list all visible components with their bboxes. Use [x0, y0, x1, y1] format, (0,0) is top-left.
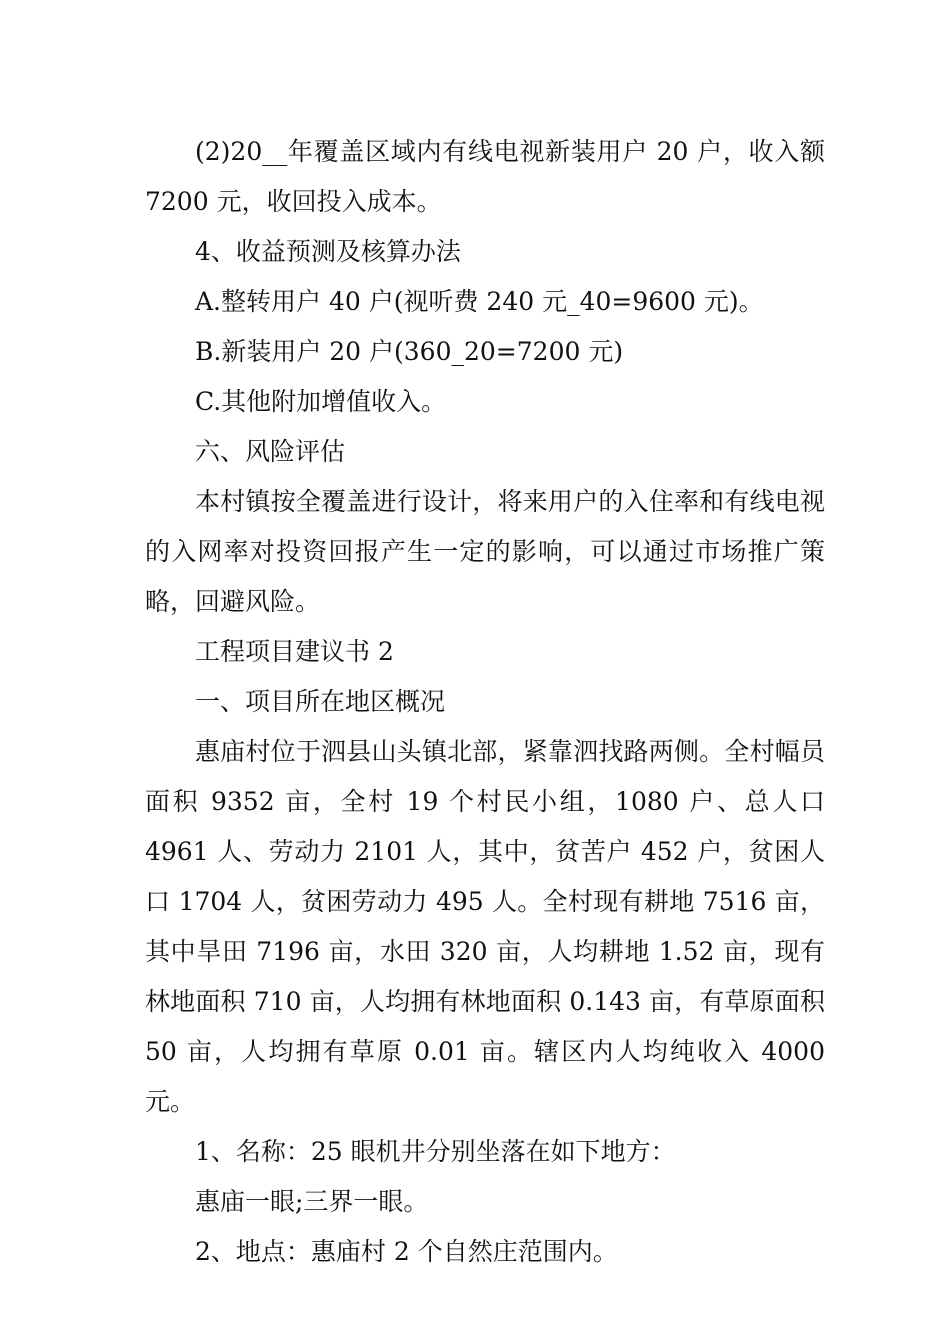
paragraph-cable-new-users: (2)20__年覆盖区域内有线电视新装用户 20 户，收入额 7200 元，收回投入成本。 [145, 137, 825, 216]
item-site: 2、地点：惠庙村 2 个自然庄范围内。 [195, 1237, 618, 1266]
item-locations: 惠庙一眼;三界一眼。 [195, 1187, 429, 1216]
paragraph-risk: 本村镇按全覆盖进行设计，将来用户的入住率和有线电视的入网率对投资回报产生一定的影响，可以通过市场推广策略，回避风险。 [145, 487, 825, 616]
list-item-b: B.新装用户 20 户(360_20=7200 元) [195, 337, 624, 366]
heading-revenue-forecast: 4、收益预测及核算办法 [195, 237, 461, 266]
heading-proposal-2: 工程项目建议书 2 [195, 637, 394, 666]
list-item-a: A.整转用户 40 户(视听费 240 元_40=9600 元)。 [195, 287, 764, 316]
document-body [145, 127, 825, 1277]
heading-risk-assessment: 六、风险评估 [195, 437, 346, 466]
heading-area-overview: 一、项目所在地区概况 [195, 687, 446, 716]
item-name: 1、名称：25 眼机井分别坐落在如下地方： [195, 1137, 676, 1166]
paragraph-village-overview: 惠庙村位于泗县山头镇北部，紧靠泗找路两侧。全村幅员面积 9352 亩，全村 19 个村民小组，1080 户、总人口 4961 人、劳动力 2101 人，其中，贫苦户 452 户，贫困人口 1704 人，贫困劳动力 495 人。全村现有耕地 7516 亩，其中旱田 7196 亩，水田 320 亩，人均耕地 1.52 亩，现有林地面积 710 亩，人均拥有林地面积 0.143 亩，有草原面积 50 亩，人均拥有草原 0.01 亩。辖区内人均纯收入 4000 元。 [145, 737, 825, 1116]
list-item-c: C.其他附加增值收入。 [195, 387, 447, 416]
